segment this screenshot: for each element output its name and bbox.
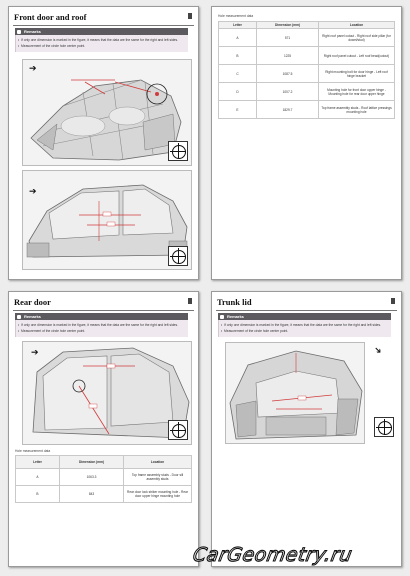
- remark-item: • Measurement of the circle hole center point.: [21, 329, 85, 333]
- table-row: [16, 469, 192, 486]
- measurement-table: [218, 21, 395, 119]
- table-caption: Hole measurement data: [15, 449, 51, 453]
- column-header: Letter: [16, 456, 60, 469]
- remarks-label: Remarks: [24, 29, 41, 34]
- table-row: [16, 486, 192, 503]
- rear-door-drawing: [23, 342, 192, 445]
- remarks-label: Remarks: [24, 314, 41, 319]
- title-divider: [13, 25, 194, 26]
- cell-dimension: 1225: [257, 47, 319, 65]
- remarks-header: [218, 313, 391, 320]
- crosshair-icon: [374, 417, 394, 437]
- cell-letter: D: [219, 83, 257, 101]
- remarks-header: [15, 28, 188, 35]
- rear-door-table: [15, 455, 192, 503]
- table-row: [219, 101, 395, 119]
- cell-location: Top frame assembly studs - Roof lattice pressings mounting hole: [319, 101, 395, 119]
- trunk-lid-diagram: [225, 342, 365, 444]
- direction-arrow-icon: ➔: [371, 343, 385, 357]
- column-header: Location: [124, 456, 192, 469]
- page-title: Trunk lid: [217, 297, 252, 307]
- cell-dimension: 571: [257, 29, 319, 47]
- table-row: [219, 83, 395, 101]
- cell-location: Right mounting bolt for door hinge - Left roof hinge bracket: [319, 65, 395, 83]
- remark-item: • Measurement of the circle hole center point.: [21, 44, 85, 48]
- trunk-lid-drawing: [226, 343, 365, 444]
- note-icon: [17, 315, 21, 319]
- cell-dimension: 1063.3: [60, 469, 124, 486]
- title-divider: [216, 310, 397, 311]
- body-frame-diagram-side: [22, 170, 192, 270]
- cell-letter: C: [219, 65, 257, 83]
- note-icon: [17, 30, 21, 34]
- table-row: [219, 65, 395, 83]
- page-title: Front door and roof: [14, 12, 87, 22]
- cell-dimension: 843: [60, 486, 124, 503]
- page-hole-measurement-table: [211, 6, 402, 280]
- table-row: [219, 29, 395, 47]
- remark-item: • If only one dimension is marked in the figure, it means that the data are the same for the right and left sides.: [21, 38, 178, 42]
- remarks-body: [218, 320, 391, 337]
- remark-item: • If only one dimension is marked in the figure, it means that the data are the same for the right and left sides.: [21, 323, 178, 327]
- column-header: Location: [319, 22, 395, 29]
- cell-location: Top frame assembly studs - Door sill assembly studs: [124, 469, 192, 486]
- crosshair-icon: [168, 246, 188, 266]
- page-trunk-lid: [211, 291, 402, 567]
- cell-letter: A: [219, 29, 257, 47]
- note-icon: [220, 315, 224, 319]
- remarks-body: [15, 320, 188, 337]
- cell-letter: A: [16, 469, 60, 486]
- cell-dimension: 1087.5: [257, 65, 319, 83]
- column-header: Dimension (mm): [60, 456, 124, 469]
- direction-arrow-icon: ➔: [29, 186, 37, 196]
- direction-arrow-icon: ➔: [29, 63, 37, 73]
- cell-location: Right roof panel cutout - Left roof bead(cutout): [319, 47, 395, 65]
- crosshair-icon: [168, 420, 188, 440]
- cell-location: Mounting hole for front door upper hinge - Mounting hole for rear door upper hinge: [319, 83, 395, 101]
- page-title: Rear door: [14, 297, 51, 307]
- cell-location: Right roof panel cutout - Right roof side pillar (for dowel/stud): [319, 29, 395, 47]
- crosshair-icon: [168, 141, 188, 161]
- rear-door-diagram: [22, 341, 192, 445]
- cell-location: Rear door lock striker mounting hole - Rear door upper hinge mounting hole: [124, 486, 192, 503]
- cell-dimension: 1007.2: [257, 83, 319, 101]
- column-header: Letter: [219, 22, 257, 29]
- page-icon: [188, 13, 190, 19]
- page-icon: [391, 298, 393, 304]
- remark-item: • Measurement of the circle hole center point.: [224, 329, 288, 333]
- table-row: [219, 47, 395, 65]
- body-frame-drawing: [23, 60, 192, 166]
- table-header-row: [219, 22, 395, 29]
- page-front-door-and-roof: [8, 6, 199, 280]
- table-caption: Hole measurement data: [218, 14, 254, 18]
- body-side-drawing: [23, 171, 192, 270]
- remarks-body: [15, 35, 188, 52]
- table-header-row: [16, 456, 192, 469]
- cargeometry-logo: CarGeometry.ru: [191, 544, 355, 566]
- body-frame-diagram-top: [22, 59, 192, 166]
- page-icon: [188, 298, 190, 304]
- column-header: Dimension (mm): [257, 22, 319, 29]
- remarks-header: [15, 313, 188, 320]
- cell-letter: B: [219, 47, 257, 65]
- remarks-label: Remarks: [227, 314, 244, 319]
- cell-letter: B: [16, 486, 60, 503]
- cell-letter: E: [219, 101, 257, 119]
- title-divider: [13, 310, 194, 311]
- page-rear-door: [8, 291, 199, 567]
- cell-dimension: 1829.7: [257, 101, 319, 119]
- direction-arrow-icon: ➔: [31, 347, 39, 357]
- remark-item: • If only one dimension is marked in the figure, it means that the data are the same for the right and left sides.: [224, 323, 381, 327]
